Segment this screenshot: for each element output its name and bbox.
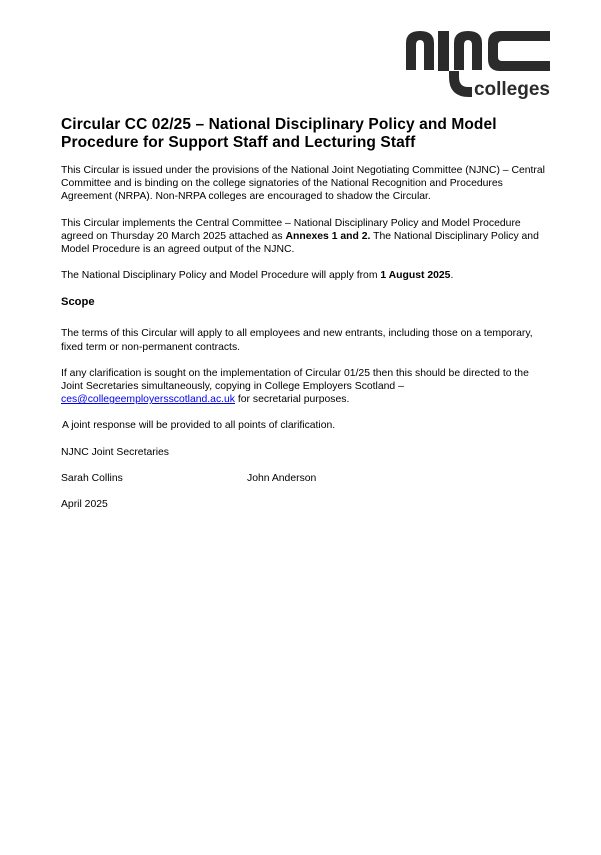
implements-text-2: The National Disciplinary Policy and Model Procedure is an agreed output of the NJNC.	[61, 230, 539, 256]
signoff: NJNC Joint Secretaries	[61, 446, 169, 458]
circular-title: Circular CC 02/25 – National Disciplinary Policy and Model Procedure for Support Staff and Lecturing Staff	[61, 116, 497, 151]
signatories	[61, 472, 551, 485]
implements-paragraph	[61, 217, 551, 257]
njnc-colleges-logo	[404, 25, 552, 107]
email-link[interactable]: ces@collegeemployersscotland.ac.uk	[61, 394, 235, 406]
apply-text-end: .	[450, 270, 454, 282]
logo-subtitle: colleges	[473, 79, 550, 100]
intro-paragraph: This Circular is issued under the provisions of the National Joint Negotiating Committee (NJNC) – Central Committee and is binding on the college signatories of the National Recognition and Procedures Agreement (NRPA). Non-NRPA colleges are encouraged to shadow the Circular.	[61, 165, 545, 203]
apply-paragraph	[61, 269, 551, 282]
signatory-1: Sarah Collins	[61, 472, 123, 484]
scope-paragraph: The terms of this Circular will apply to all employees and new entrants, including those on a temporary, fixed term or non-permanent contracts.	[61, 328, 533, 353]
annexes-reference: Annexes 1 and 2.	[285, 230, 371, 242]
scope-heading: Scope	[61, 296, 95, 309]
apply-date: 1 August 2025	[380, 270, 451, 282]
document-date: April 2025	[61, 499, 108, 511]
clarification-text: If any clarification is sought on the implementation of Circular 01/25 then this should be directed to the Joint Secretaries simultaneously, copying in College Employers Scotland –	[61, 367, 529, 393]
joint-response: A joint response will be provided to all points of clarification.	[62, 420, 336, 432]
clarification-paragraph	[61, 367, 551, 407]
apply-text: The National Disciplinary Policy and Model Procedure will apply from	[61, 270, 381, 282]
clarification-text-end: for secretarial purposes.	[235, 394, 350, 406]
signatory-2: John Anderson	[247, 472, 317, 484]
document-body	[61, 116, 551, 524]
implements-text-1: This Circular implements the Central Committee – National Disciplinary Policy and Model Procedure agreed on Thursday 20 March 2025 attached as	[61, 217, 521, 242]
